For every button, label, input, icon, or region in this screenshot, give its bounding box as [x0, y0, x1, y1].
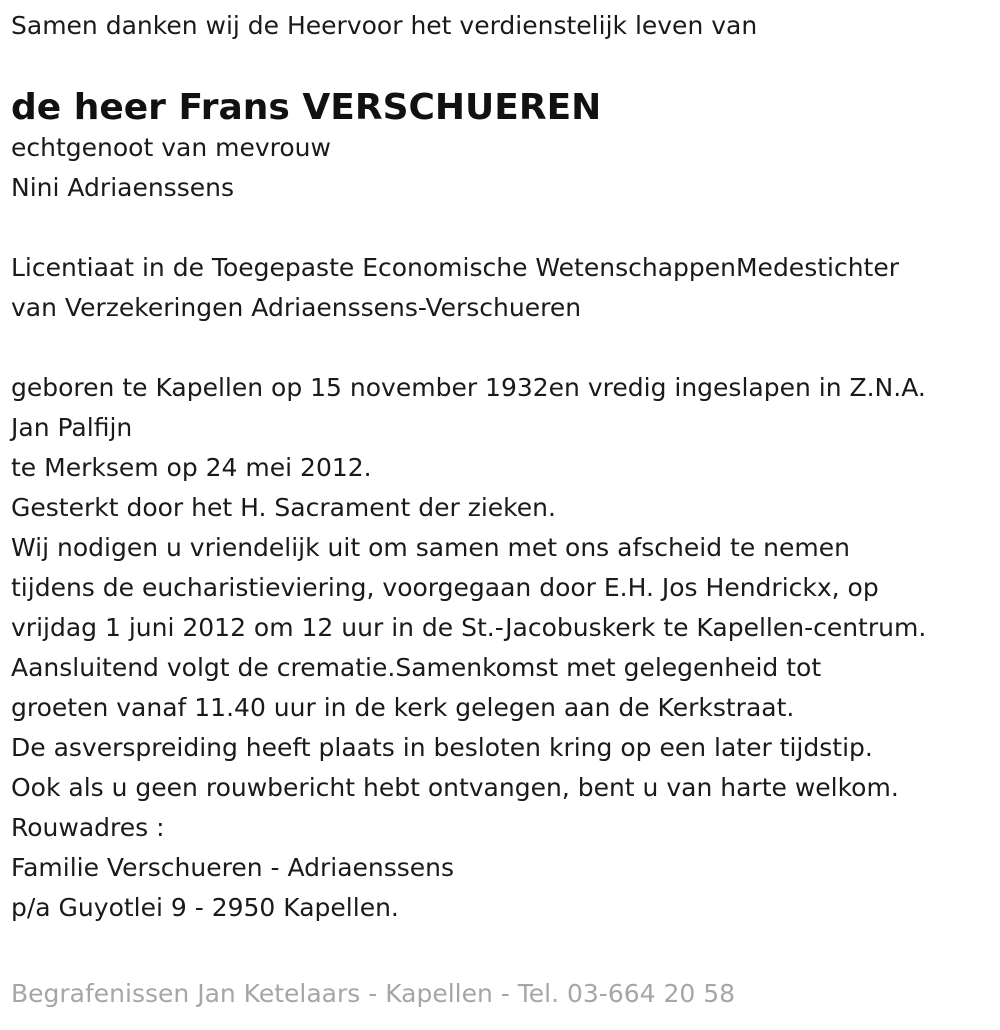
mourning-address-label: Rouwadres :: [11, 813, 165, 842]
spacer: [11, 46, 990, 86]
body-line-welcome: Ook als u geen rouwbericht hebt ontvangen, bent u van harte welkom.: [11, 773, 899, 802]
body-line-birth: geboren te Kapellen op 15 november 1932en vredig ingeslapen in Z.N.A.: [11, 373, 926, 402]
body-line-hospital: Jan Palfijn: [11, 413, 133, 442]
body-line-cremation: Aansluitend volgt de crematie.Samenkomst met gelegenheid tot: [11, 653, 822, 682]
body-line-date-location: vrijdag 1 juni 2012 om 12 uur in de St.-Jacobuskerk te Kapellen-centrum.: [11, 613, 927, 642]
mourning-address-family: Familie Verschueren - Adriaenssens: [11, 853, 455, 882]
titles-line-2: van Verzekeringen Adriaenssens-Verschueren: [11, 293, 582, 322]
body-line-death-place: te Merksem op 24 mei 2012.: [11, 453, 372, 482]
spouse-line-2: Nini Adriaenssens: [11, 173, 234, 202]
body-line-invitation: Wij nodigen u vriendelijk uit om samen met ons afscheid te nemen: [11, 533, 850, 562]
spacer: [11, 328, 990, 368]
body-line-ashes: De asverspreiding heeft plaats in besloten kring op een later tijdstip.: [11, 733, 873, 762]
funeral-home-footer: Begrafenissen Jan Ketelaars - Kapellen - Tel. 03-664 20 58: [11, 979, 736, 1008]
deceased-name: de heer Frans VERSCHUEREN: [11, 87, 602, 128]
titles-line-1: Licentiaat in de Toegepaste Economische WetenschappenMedestichter: [11, 253, 900, 282]
mourning-address-street: p/a Guyotlei 9 - 2950 Kapellen.: [11, 893, 399, 922]
body-line-greetings: groeten vanaf 11.40 uur in de kerk gelegen aan de Kerkstraat.: [11, 693, 795, 722]
body-line-ceremony: tijdens de eucharistieviering, voorgegaan door E.H. Jos Hendrickx, op: [11, 573, 879, 602]
spouse-line-1: echtgenoot van mevrouw: [11, 133, 331, 162]
body-line-sacrament: Gesterkt door het H. Sacrament der zieken.: [11, 493, 556, 522]
spacer: [11, 208, 990, 248]
intro-text: Samen danken wij de Heervoor het verdienstelijk leven van: [11, 11, 758, 40]
